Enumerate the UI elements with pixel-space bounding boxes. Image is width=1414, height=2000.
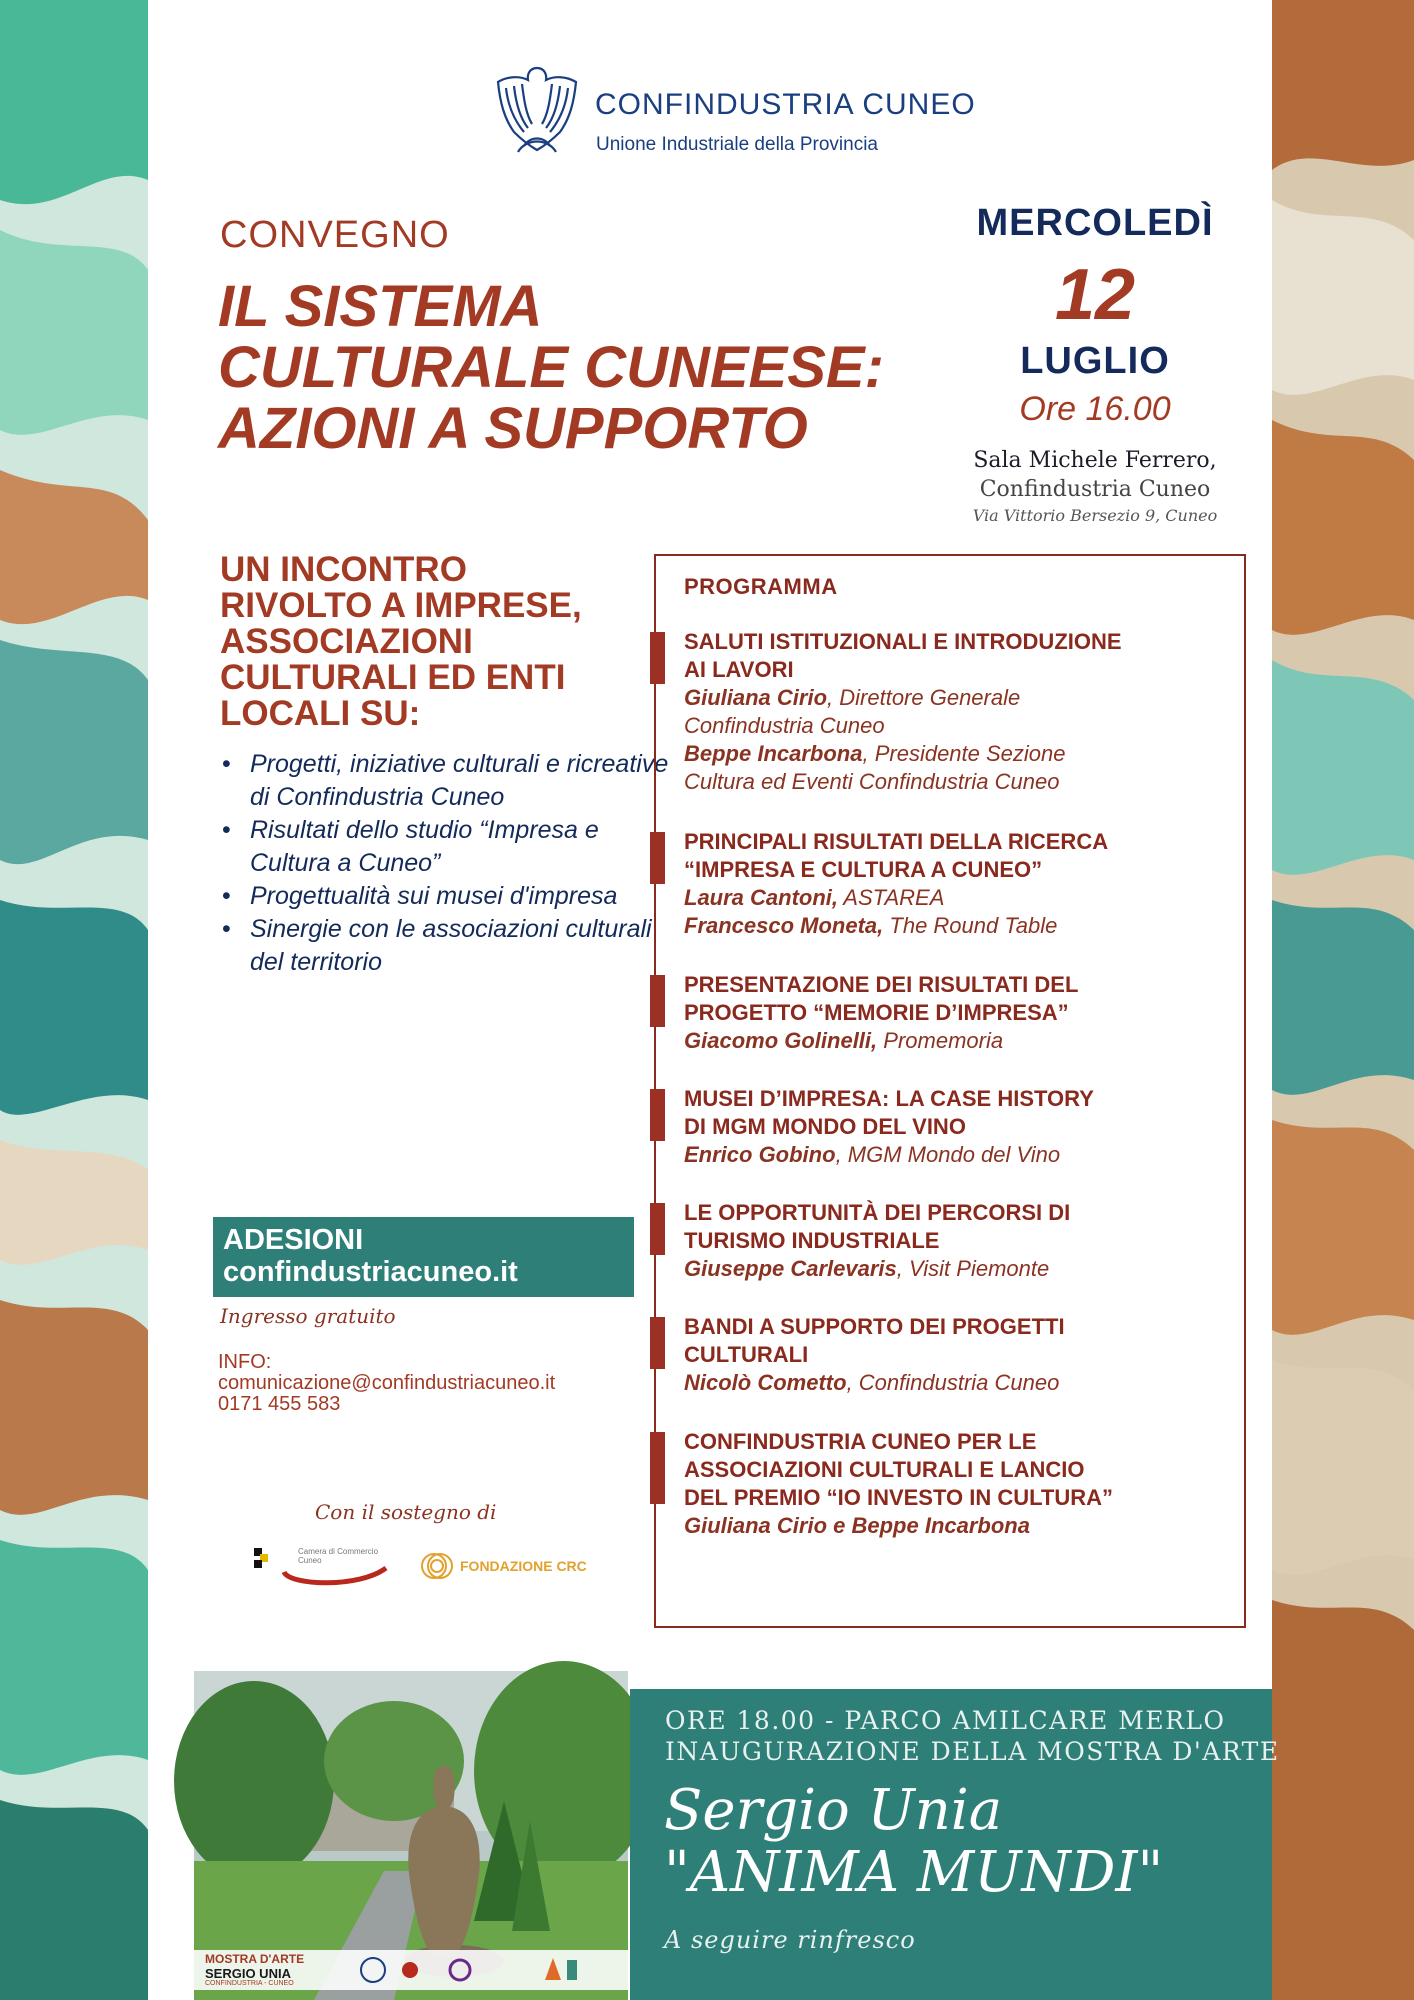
program-speaker xyxy=(684,1141,1234,1169)
intro-heading-line: ASSOCIAZIONI xyxy=(220,622,473,661)
date-weekday: MERCOLEDÌ xyxy=(976,202,1214,244)
topic-item: • Risultati dello studio “Impresa e Cultura a Cuneo” xyxy=(250,814,670,880)
speaker-name: Enrico Gobino xyxy=(684,1142,836,1167)
program-item-title xyxy=(684,828,1234,884)
exhibition-note: A seguire rinfresco xyxy=(664,1926,916,1954)
speaker-name: Giuliana Cirio xyxy=(684,685,828,710)
program-item-title-line: “IMPRESA E CULTURA A CUNEO” xyxy=(684,857,1043,882)
topics-list xyxy=(220,748,670,979)
program-item xyxy=(684,1085,1234,1169)
program-item-title-line: LE OPPORTUNITÀ DEI PERCORSI DI xyxy=(684,1200,1071,1225)
program-item-title-line: PRESENTAZIONE DEI RISULTATI DEL xyxy=(684,972,1079,997)
info-label: INFO: xyxy=(218,1351,272,1373)
program-item-title xyxy=(684,971,1234,1027)
partner-logos-icon xyxy=(355,1950,625,1990)
intro-heading-line: LOCALI SU: xyxy=(220,694,421,733)
program-speaker-role-cont: Cultura ed Eventi Confindustria Cuneo xyxy=(684,769,1060,794)
logo-subtitle: Unione Industriale della Provincia xyxy=(596,134,878,155)
date-month: LUGLIO xyxy=(1020,340,1170,382)
strip-exhibition-label: MOSTRA D'ARTE xyxy=(205,1952,305,1966)
intro-heading-line: RIVOLTO A IMPRESE, xyxy=(220,586,582,625)
program-item-title xyxy=(684,1199,1234,1255)
intro-heading xyxy=(220,552,640,732)
speaker-role: ASTAREA xyxy=(838,885,945,910)
program-item xyxy=(684,628,1234,796)
program-speaker xyxy=(684,1369,1234,1397)
program-item xyxy=(684,971,1234,1055)
speaker-name: Giuliana Cirio e Beppe Incarbona xyxy=(684,1513,1030,1538)
program-item-title-line: PROGETTO “MEMORIE D’IMPRESA” xyxy=(684,1000,1069,1025)
event-kicker: CONVEGNO xyxy=(220,214,450,256)
speaker-name: Laura Cantoni, xyxy=(684,885,839,910)
topic-item: • Sinergie con le associazioni culturali del territorio xyxy=(250,913,670,979)
program-item-title-line: BANDI A SUPPORTO DEI PROGETTI xyxy=(684,1314,1065,1339)
program-item-marker xyxy=(650,1317,665,1369)
program-item-title-line: DI MGM MONDO DEL VINO xyxy=(684,1114,966,1139)
program-speaker xyxy=(684,1512,1234,1540)
venue-name: Sala Michele Ferrero, xyxy=(973,448,1217,473)
program-speaker-role-cont: Confindustria Cuneo xyxy=(684,713,885,738)
topic-item: • Progettualità sui musei d'impresa xyxy=(250,880,670,913)
topic-item: • Progetti, iniziative culturali e ricreative di Confindustria Cuneo xyxy=(250,748,670,814)
program-item-title-line: PRINCIPALI RISULTATI DELLA RICERCA xyxy=(684,829,1109,854)
venue-organization: Confindustria Cuneo xyxy=(979,477,1211,502)
program-speaker xyxy=(684,740,1234,768)
program-speaker xyxy=(684,684,1234,712)
free-entry-note: Ingresso gratuito xyxy=(220,1304,396,1328)
speaker-role: , Visit Piemonte xyxy=(896,1256,1050,1281)
exhibition-title: "ANIMA MUNDI" xyxy=(664,1840,1164,1905)
intro-heading-line: UN INCONTRO xyxy=(220,550,467,589)
event-title-line: AZIONI A SUPPORTO xyxy=(218,396,808,461)
speaker-name: Nicolò Cometto xyxy=(684,1370,847,1395)
date-day: 12 xyxy=(1054,255,1136,335)
registration-label: ADESIONI xyxy=(223,1224,364,1256)
intro-heading-line: CULTURALI ED ENTI xyxy=(220,658,566,697)
exhibition-description: INAUGURAZIONE DELLA MOSTRA D'ARTE xyxy=(665,1737,1280,1766)
speaker-role: , Direttore Generale xyxy=(827,685,1021,710)
speaker-role: , Confindustria Cuneo xyxy=(846,1370,1060,1395)
program-item-marker xyxy=(650,632,665,684)
speaker-name: Beppe Incarbona xyxy=(684,741,863,766)
program-item-marker xyxy=(650,975,665,1027)
program-item-title-line: TURISMO INDUSTRIALE xyxy=(684,1228,940,1253)
venue-address: Via Vittorio Bersezio 9, Cuneo xyxy=(972,506,1218,525)
camera-logo-text: Camera di Commercio xyxy=(298,1547,379,1556)
speaker-name: Francesco Moneta, xyxy=(684,913,884,938)
speaker-role: , MGM Mondo del Vino xyxy=(835,1142,1061,1167)
svg-text:FONDAZIONE CRC: FONDAZIONE CRC xyxy=(460,1558,587,1574)
eagle-logo-icon xyxy=(490,62,584,156)
program-speaker xyxy=(684,1027,1234,1055)
program-item xyxy=(684,828,1234,940)
program-item-title xyxy=(684,1085,1234,1141)
program-item-marker xyxy=(650,1432,665,1504)
info-email-link[interactable]: comunicazione@confindustriacuneo.it xyxy=(218,1372,556,1394)
program-item-marker xyxy=(650,1203,665,1255)
sponsors-label: Con il sostegno di xyxy=(315,1500,497,1524)
fondazione-crc-logo xyxy=(418,1550,587,1582)
info-phone: 0171 455 583 xyxy=(218,1393,341,1415)
marble-background-right xyxy=(1272,0,1414,2000)
speaker-role: Promemoria xyxy=(877,1028,1004,1053)
speaker-role: The Round Table xyxy=(883,913,1058,938)
program-speaker xyxy=(684,1255,1234,1283)
program-item-marker xyxy=(650,1089,665,1141)
camera-di-commercio-logo xyxy=(250,1542,390,1588)
event-title xyxy=(218,276,938,459)
speaker-name: Giuseppe Carlevaris xyxy=(684,1256,897,1281)
strip-organizer-label: CONFINDUSTRIA - CUNEO xyxy=(205,1980,294,1987)
svg-text:Cuneo: Cuneo xyxy=(298,1556,322,1565)
program-item xyxy=(684,1313,1234,1397)
event-title-line: IL SISTEMA xyxy=(218,274,543,339)
program-item-title xyxy=(684,628,1234,684)
program-speaker xyxy=(684,884,1234,912)
program-item-title-line: ASSOCIAZIONI CULTURALI E LANCIO xyxy=(684,1457,1085,1482)
date-time: Ore 16.00 xyxy=(1019,390,1171,428)
program-item-title-line: CULTURALI xyxy=(684,1342,809,1367)
program-item-title-line: SALUTI ISTITUZIONALI E INTRODUZIONE xyxy=(684,629,1122,654)
speaker-name: Giacomo Golinelli, xyxy=(684,1028,878,1053)
strip-artist-label: SERGIO UNIA xyxy=(205,1966,291,1981)
event-title-line: CULTURALE CUNEESE: xyxy=(218,335,884,400)
program-speaker xyxy=(684,912,1234,940)
logo-title: CONFINDUSTRIA CUNEO xyxy=(595,88,976,121)
registration-link[interactable]: confindustriacuneo.it xyxy=(223,1256,518,1288)
program-item-title-line: AI LAVORI xyxy=(684,657,794,682)
program-item-title-line: MUSEI D’IMPRESA: LA CASE HISTORY xyxy=(684,1086,1094,1111)
speaker-role: , Presidente Sezione xyxy=(862,741,1066,766)
program-title: PROGRAMMA xyxy=(684,574,838,599)
program-item-title-line: CONFINDUSTRIA CUNEO PER LE xyxy=(684,1429,1037,1454)
marble-background-left xyxy=(0,0,148,2000)
program-item xyxy=(684,1199,1234,1283)
program-item-title xyxy=(684,1428,1234,1512)
program-item-marker xyxy=(650,832,665,884)
exhibition-time-place: ORE 18.00 - PARCO AMILCARE MERLO xyxy=(665,1706,1226,1735)
exhibition-artist: Sergio Unia xyxy=(664,1778,1003,1843)
program-item-title xyxy=(684,1313,1234,1369)
program-item xyxy=(684,1428,1234,1540)
program-item-title-line: DEL PREMIO “IO INVESTO IN CULTURA” xyxy=(684,1485,1114,1510)
